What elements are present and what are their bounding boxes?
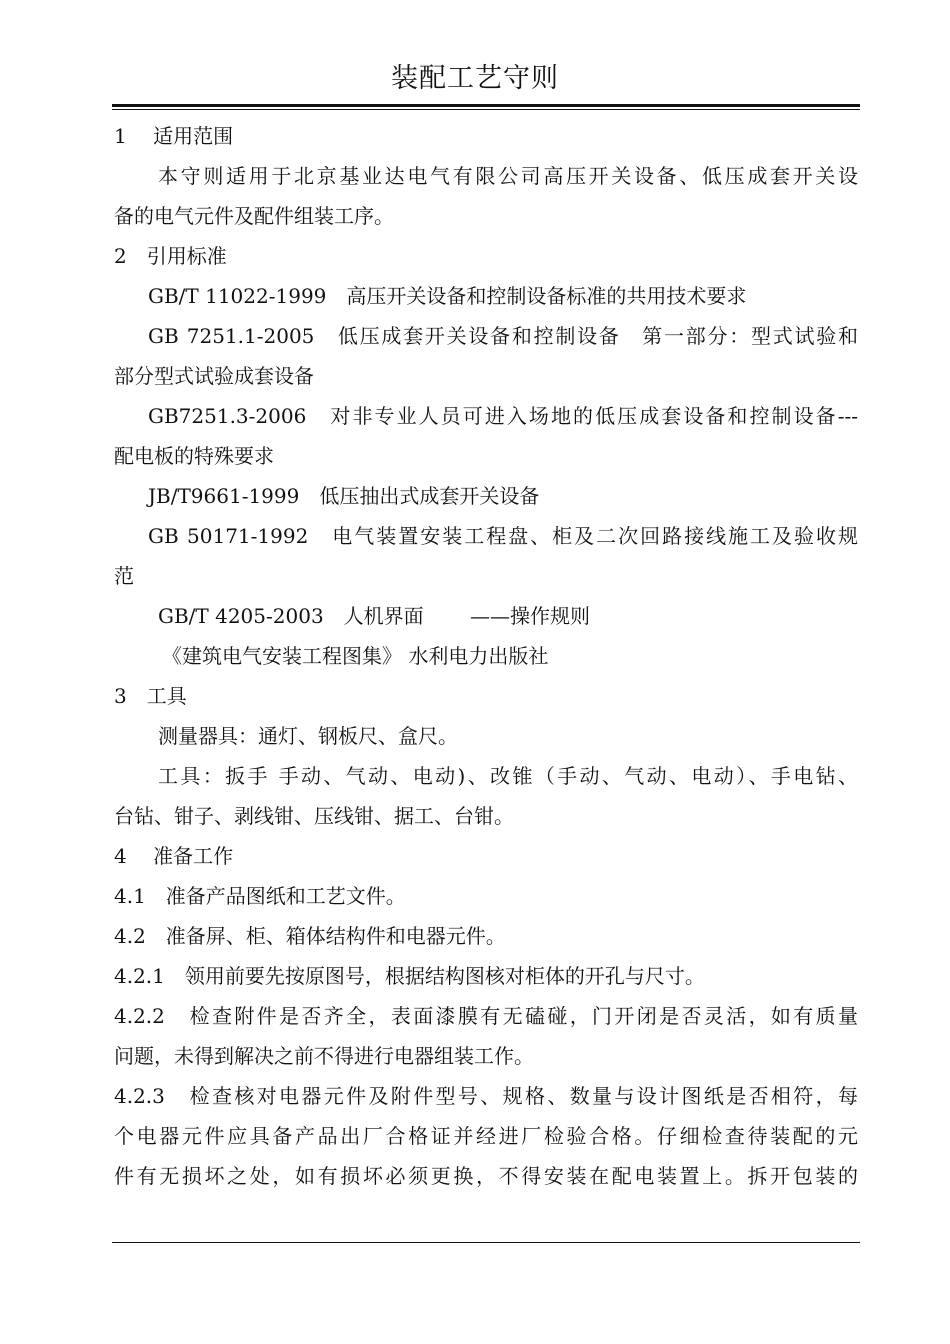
reference-line: 部分型式试验成套设备 xyxy=(114,364,314,388)
reference-line: 范 xyxy=(114,564,134,588)
subsection-line: 4.2.2 检查附件是否齐全，表面漆膜有无磕碰，门开闭是否灵活，如有质量 xyxy=(114,1004,858,1028)
section-heading: 4 准备工作 xyxy=(114,844,234,868)
paragraph-line: 工具：扳手 手动、气动、电动)、改锥（手动、气动、电动）、手电钻、 xyxy=(158,764,858,788)
reference-line: GB/T 4205-2003 人机界面 ——操作规则 xyxy=(158,604,591,628)
paragraph-line: 本守则适用于北京基业达电气有限公司高压开关设备、低压成套开关设 xyxy=(158,164,858,188)
subsection-line: 4.2.1 领用前要先按原图号，根据结构图核对柜体的开孔与尺寸。 xyxy=(114,964,705,988)
reference-line: GB7251.3-2006 对非专业人员可进入场地的低压成套设备和控制设备--- xyxy=(148,404,858,428)
paragraph-line: 测量器具：通灯、钢板尺、盒尺。 xyxy=(158,724,458,748)
reference-line: 《建筑电气安装工程图集》 水利电力出版社 xyxy=(162,644,549,668)
reference-line: GB 7251.1-2005 低压成套开关设备和控制设备 第一部分：型式试验和 xyxy=(148,324,858,348)
subsection-line: 4.2.3 检查核对电器元件及附件型号、规格、数量与设计图纸是否相符，每 xyxy=(114,1084,858,1108)
paragraph-line: 台钻、钳子、剥线钳、压线钳、据工、台钳。 xyxy=(114,804,514,828)
section-heading: 3 工具 xyxy=(114,684,187,708)
subsection-line: 4.2 准备屏、柜、箱体结构件和电器元件。 xyxy=(114,924,506,948)
reference-line: 配电板的特殊要求 xyxy=(114,444,274,468)
subsection-line: 4.1 准备产品图纸和工艺文件。 xyxy=(114,884,406,908)
paragraph-line: 件有无损坏之处，如有损坏必须更换，不得安装在配电装置上。拆开包装的 xyxy=(114,1164,858,1188)
footer-rule xyxy=(112,1242,860,1243)
reference-line: GB 50171-1992 电气装置安装工程盘、柜及二次回路接线施工及验收规 xyxy=(148,524,858,548)
document-body xyxy=(114,116,858,1196)
reference-line: JB/T9661-1999 低压抽出式成套开关设备 xyxy=(148,484,540,508)
header-rule-thick xyxy=(112,104,860,107)
paragraph-line: 问题，未得到解决之前不得进行电器组装工作。 xyxy=(114,1044,534,1068)
section-heading: 2 引用标准 xyxy=(114,244,227,268)
reference-line: GB/T 11022-1999 高压开关设备和控制设备标准的共用技术要求 xyxy=(148,284,747,308)
section-heading: 1 适用范围 xyxy=(114,124,234,148)
paragraph-line: 个电器元件应具备产品出厂合格证并经进厂检验合格。仔细检查待装配的元 xyxy=(114,1124,858,1148)
paragraph-line: 备的电气元件及配件组装工序。 xyxy=(114,204,394,228)
header-rule-thin xyxy=(112,109,860,110)
document-title: 装配工艺守则 xyxy=(391,63,559,94)
